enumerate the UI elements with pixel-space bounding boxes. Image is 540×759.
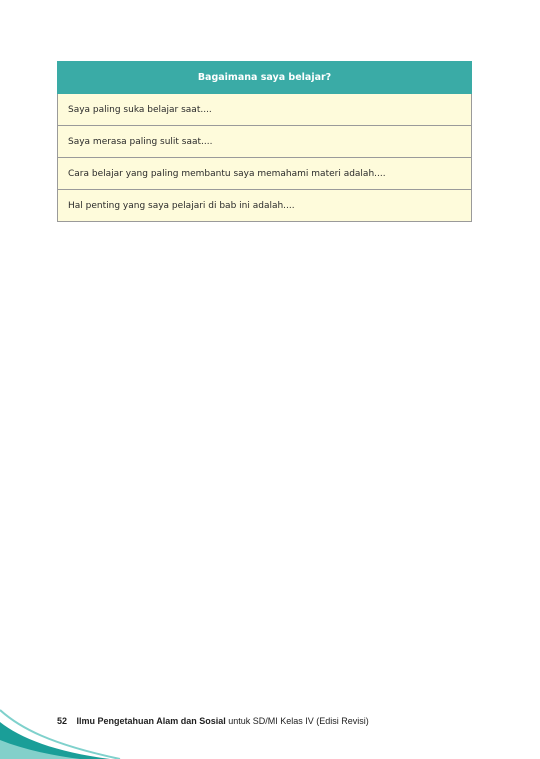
table-header: Bagaimana saya belajar? <box>58 62 472 94</box>
table-cell: Saya merasa paling sulit saat.... <box>58 126 472 158</box>
book-title: Ilmu Pengetahuan Alam dan Sosial <box>76 716 226 726</box>
table-cell: Saya paling suka belajar saat.... <box>58 94 472 126</box>
table-row <box>58 158 472 190</box>
table-row <box>58 94 472 126</box>
table-cell: Cara belajar yang paling membantu saya memahami materi adalah.... <box>58 158 472 190</box>
page-number: 52 <box>57 716 68 726</box>
table-header-row <box>58 62 472 94</box>
book-subtitle: untuk SD/MI Kelas IV (Edisi Revisi) <box>228 716 369 726</box>
table-row <box>58 190 472 222</box>
table-row <box>58 126 472 158</box>
decorative-wave <box>0 700 540 759</box>
reflection-table <box>57 61 472 222</box>
table-cell: Hal penting yang saya pelajari di bab ini adalah.... <box>58 190 472 222</box>
page-footer <box>57 716 369 726</box>
